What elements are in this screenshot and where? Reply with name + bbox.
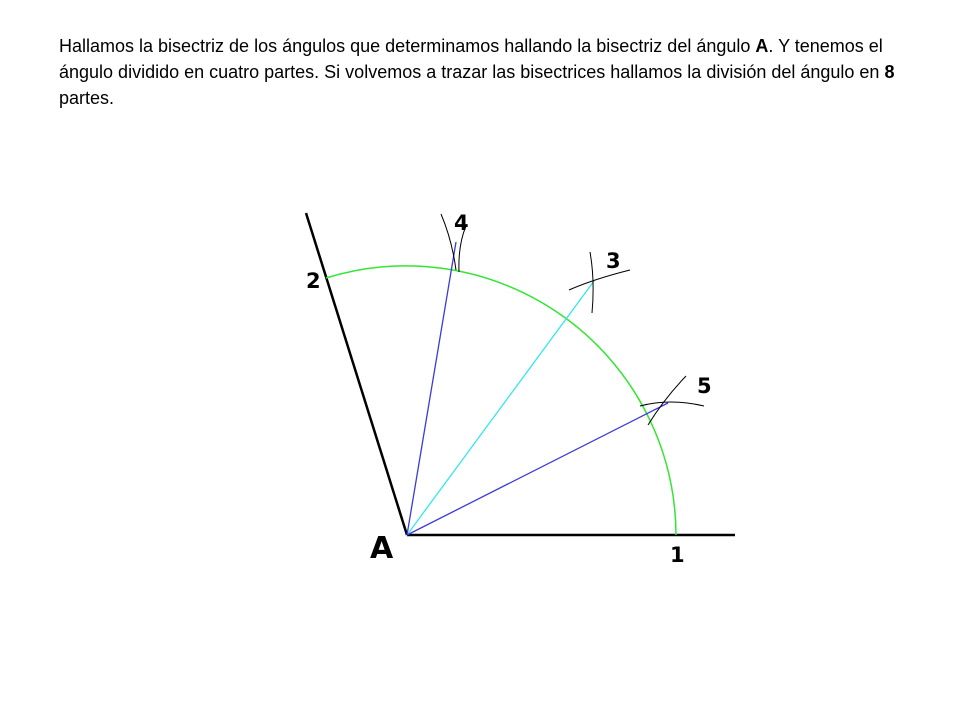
main-arc xyxy=(326,266,676,535)
paragraph-part-3: partes. xyxy=(59,88,115,108)
angle-side-inclined xyxy=(306,213,407,535)
construction-arc-5b xyxy=(640,402,704,406)
point-label-5: 5 xyxy=(697,374,712,398)
bisector-line-5 xyxy=(407,403,668,535)
paragraph-part-1: Hallamos la bisectriz de los ángulos que determinamos hallando la bisectriz del ángulo xyxy=(59,36,756,56)
point-label-1: 1 xyxy=(670,543,685,567)
point-label-2: 2 xyxy=(306,269,321,293)
point-label-4: 4 xyxy=(454,211,469,235)
paragraph-bold-a: A xyxy=(755,36,769,56)
point-label-3: 3 xyxy=(606,249,621,273)
construction-arc-3b xyxy=(590,252,593,313)
vertex-label-a: A xyxy=(370,531,394,566)
paragraph-part-2: . Y tenemos el ángulo dividido en cuatro partes. Si volvemos a trazar las bisectrices hallamos la división del ángulo en xyxy=(59,36,885,82)
construction-arc-5a xyxy=(648,376,686,425)
paragraph-bold-8: 8 xyxy=(884,62,895,82)
bisector-line-3 xyxy=(407,281,594,535)
construction-arc-3a xyxy=(569,270,630,290)
bisector-line-4 xyxy=(407,242,456,535)
